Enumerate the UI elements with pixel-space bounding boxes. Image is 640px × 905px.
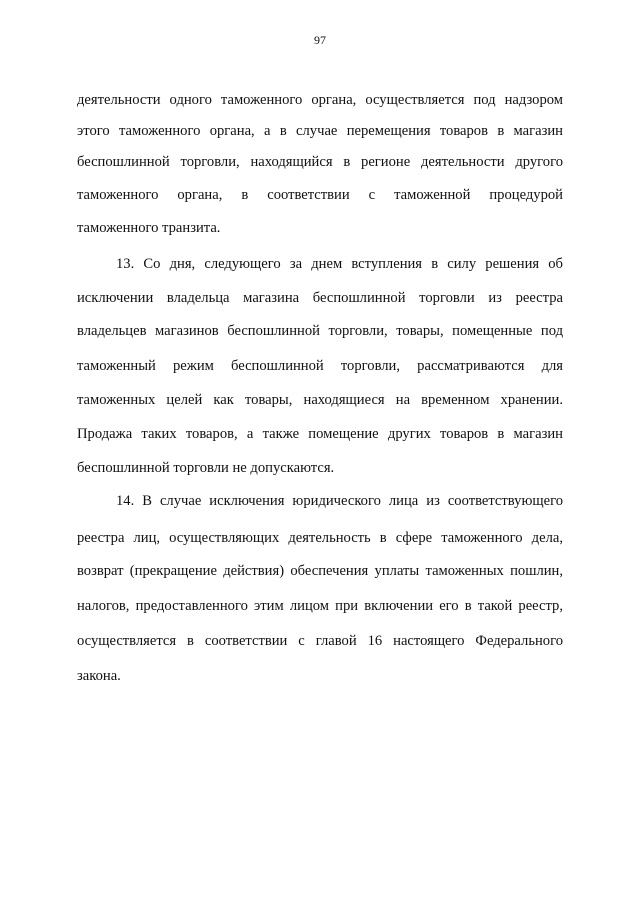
paragraph-1-line-3: беспошлинной торговли, находящийся в регионе деятельности другого <box>77 154 563 170</box>
paragraph-1-line-4: таможенного органа, в соответствии с таможенной процедурой <box>77 187 563 203</box>
paragraph-2-line-3: владельцев магазинов беспошлинной торговли, товары, помещенные под <box>77 323 563 339</box>
paragraph-2-line-7: беспошлинной торговли не допускаются. <box>77 460 335 476</box>
paragraph-2-line-1: 13. Со дня, следующего за днем вступления в силу решения об <box>116 256 563 272</box>
paragraph-2-line-5: таможенных целей как товары, находящиеся на временном хранении. <box>77 392 563 408</box>
paragraph-3-line-3: возврат (прекращение действия) обеспечения уплаты таможенных пошлин, <box>77 563 563 579</box>
paragraph-3-line-5: осуществляется в соответствии с главой 16 настоящего Федерального <box>77 633 563 649</box>
paragraph-2-line-6: Продажа таких товаров, а также помещение других товаров в магазин <box>77 426 563 442</box>
paragraph-1-line-5: таможенного транзита. <box>77 220 221 236</box>
page-number: 97 <box>314 33 326 47</box>
paragraph-3-line-1: 14. В случае исключения юридического лица из соответствующего <box>116 493 563 509</box>
paragraph-3-line-4: налогов, предоставленного этим лицом при включении его в такой реестр, <box>77 598 563 614</box>
paragraph-3-line-6: закона. <box>77 668 121 684</box>
paragraph-1-line-2: этого таможенного органа, а в случае перемещения товаров в магазин <box>77 123 563 139</box>
paragraph-3-line-2: реестра лиц, осуществляющих деятельность в сфере таможенного дела, <box>77 530 563 546</box>
paragraph-2-line-2: исключении владельца магазина беспошлинной торговли из реестра <box>77 290 563 306</box>
paragraph-1-line-1: деятельности одного таможенного органа, осуществляется под надзором <box>77 92 563 108</box>
paragraph-2-line-4: таможенный режим беспошлинной торговли, рассматриваются для <box>77 358 563 374</box>
